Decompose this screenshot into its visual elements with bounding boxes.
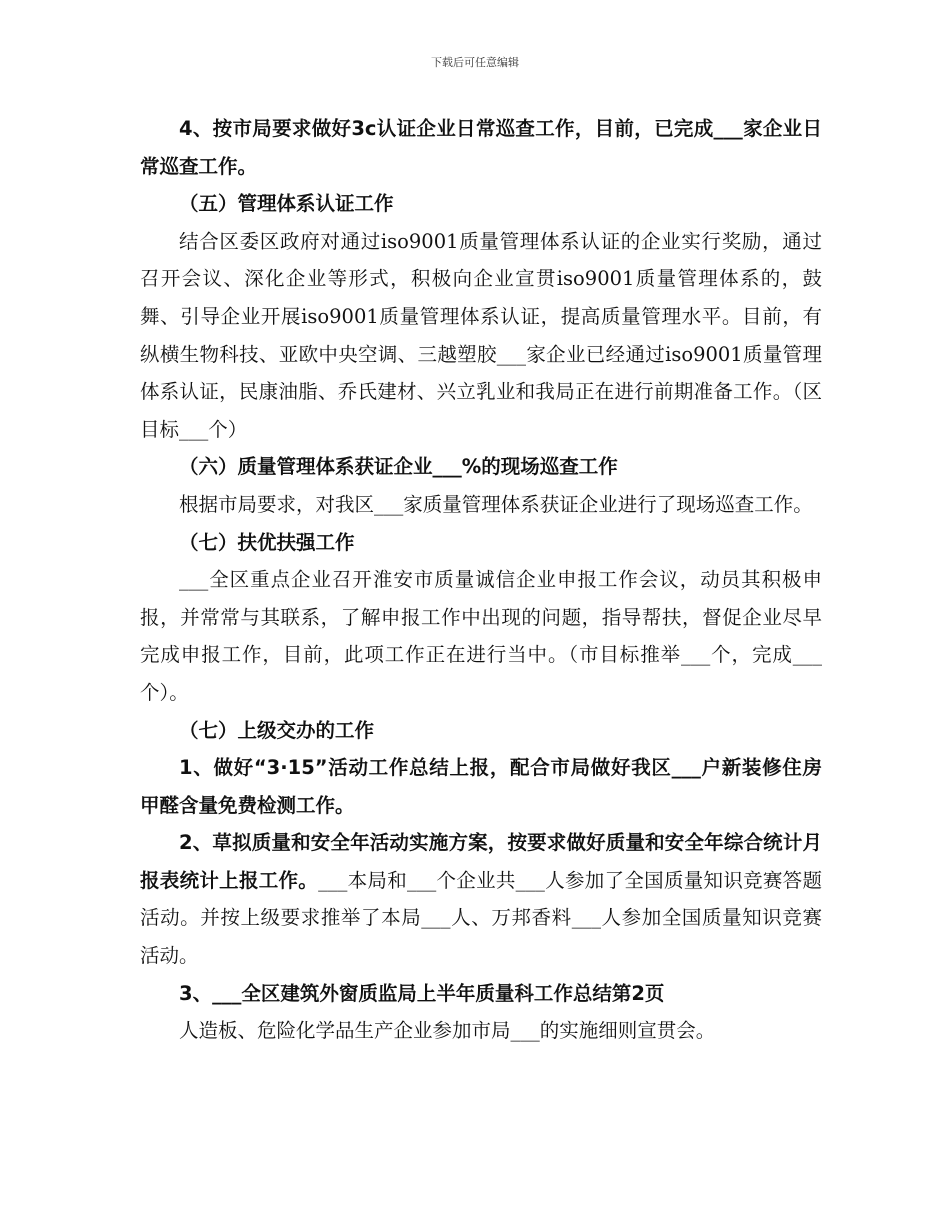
heading-support-strong: （七）扶优扶强工作 bbox=[179, 530, 355, 554]
heading-assigned-work: （七）上级交办的工作 bbox=[179, 718, 375, 742]
paragraph-briefing: 人造板、危险化学品生产企业参加市局___的实施细则宣贯会。 bbox=[179, 1019, 716, 1043]
paragraph-quality-safety-year bbox=[140, 824, 822, 974]
paragraph-site-inspection: 根据市局要求，对我区___家质量管理体系获证企业进行了现场巡查工作。 bbox=[179, 492, 813, 516]
paragraph-exterior-window: 3、___全区建筑外窗质监局上半年质量科工作总结第2页 bbox=[179, 981, 665, 1005]
paragraph-quality-safety-year-normal: ___本局和___个企业共___人参加了全国质量知识竞赛答题活动。并按上级要求推举了本局___人、万邦香料___人参加全国质量知识竞赛活动。 bbox=[140, 868, 822, 968]
paragraph-iso9001: 结合区委区政府对通过iso9001质量管理体系认证的企业实行奖励，通过召开会议、深化企业等形式，积极向企业宣贯iso9001质量管理体系的，鼓舞、引导企业开展iso9001质量管理体系认证，提高质量管理水平。目前，有纵横生物科技、亚欧中央空调、三越塑胶___家企业已经通过iso9001质量管理体系认证，民康油脂、乔氏建材、兴立乳业和我局正在进行前期准备工作。（区目标___个） bbox=[140, 229, 822, 441]
document-body bbox=[140, 110, 822, 1050]
heading-site-inspection: （六）质量管理体系获证企业___%的现场巡查工作 bbox=[179, 455, 618, 479]
paragraph-3c-inspection: 4、按市局要求做好3c认证企业日常巡查工作，目前，已完成___家企业日常巡查工作。 bbox=[140, 117, 822, 178]
page-header: 下载后可任意编辑 bbox=[431, 56, 519, 69]
paragraph-quality-safety-year-bold: 2、草拟质量和安全年活动实施方案，按要求做好质量和安全年综合统计月报表统计上报工作。 bbox=[140, 831, 822, 892]
paragraph-integrity-application: ___全区重点企业召开淮安市质量诚信企业申报工作会议，动员其积极申报，并常常与其联系，了解申报工作中出现的问题，指导帮扶，督促企业尽早完成申报工作，目前，此项工作正在进行当中。（市目标推举___个，完成___个）。 bbox=[140, 568, 822, 704]
paragraph-315-activity: 1、做好“3·15”活动工作总结上报，配合市局做好我区___户新装修住房甲醛含量免费检测工作。 bbox=[140, 756, 822, 817]
heading-management-system-certification: （五）管理体系认证工作 bbox=[179, 192, 394, 216]
